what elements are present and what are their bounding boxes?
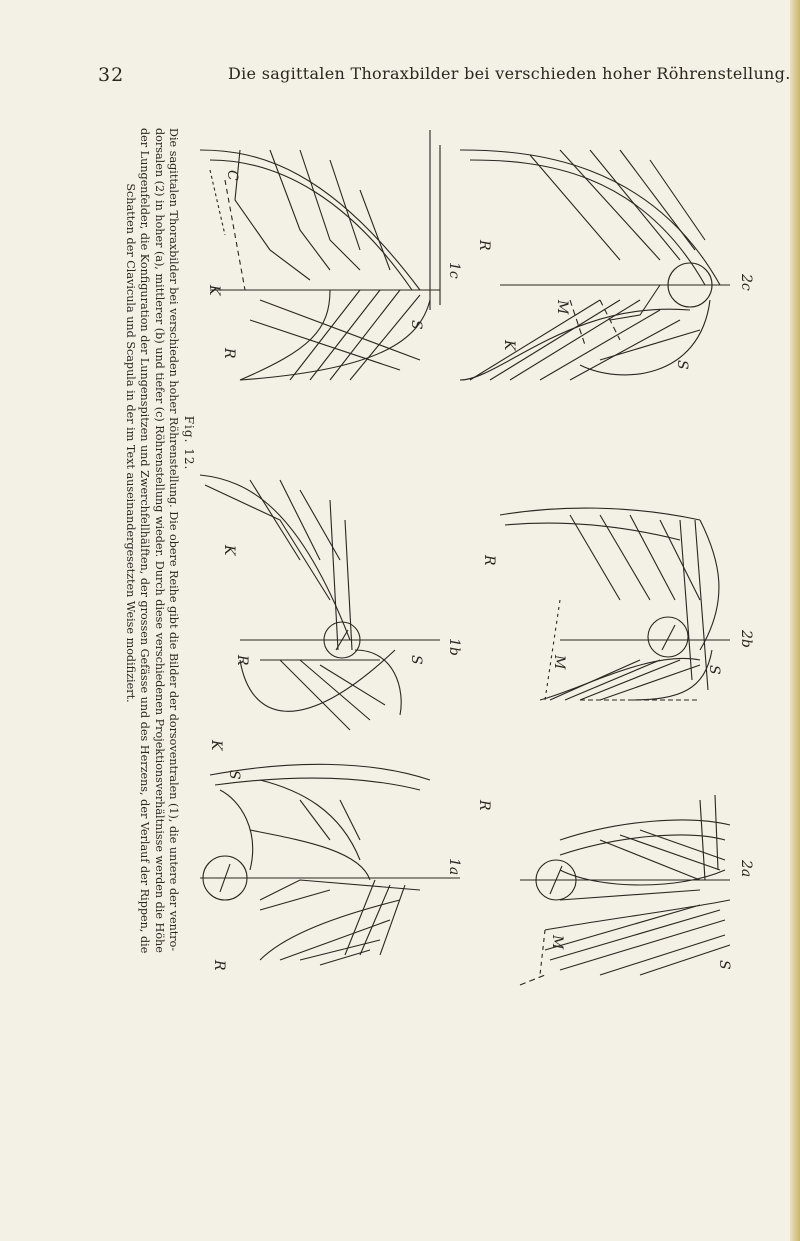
letter-k: K — [208, 740, 224, 751]
caption-line-3: der Lungenfelder, die Konfiguration der Lungenspitzen und Zwerchfellhälften, der grossen Gefässe und des Herzens, der Verlauf der Rippen, die — [138, 128, 152, 954]
letter-s: S — [716, 960, 732, 970]
panel-1b — [200, 475, 440, 730]
letter-s: S — [226, 770, 242, 780]
letter-r: R — [211, 960, 227, 971]
caption-line-2: dorsalen (2) in hoher (a), mittlerer (b) und tiefer (c) Röhrenstellung wieder. Durch diese verschiedenen Projektionsverhältnisse werden die Höhe — [153, 128, 166, 953]
panel-2c — [460, 150, 730, 380]
running-title: Die sagittalen Thoraxbilder bei verschieden hoher Röhrenstellung. — [228, 64, 791, 83]
letter-c: C — [224, 170, 240, 181]
panel-2b — [500, 508, 730, 700]
panel-label-2a: 2a — [738, 860, 754, 878]
figure-label: Fig. 12. — [182, 415, 196, 471]
letter-k: K — [206, 285, 222, 296]
letter-r: R — [476, 240, 492, 251]
panel-1c — [200, 130, 440, 380]
letter-m: M — [554, 300, 570, 315]
page-number: 32 — [98, 64, 125, 86]
letter-r: R — [234, 655, 250, 666]
panel-label-1b: 1b — [446, 638, 462, 656]
letter-r: R — [481, 555, 497, 566]
letter-m: M — [549, 935, 565, 950]
letter-r: R — [476, 800, 492, 811]
letter-m: M — [551, 655, 567, 670]
letter-s: S — [408, 320, 424, 330]
caption-line-1: Die sagittalen Thoraxbilder bei verschieden hoher Röhrenstellung. Die obere Reihe gibt die Bilder der dorsoventralen (1), die untere der ventro- — [167, 128, 181, 952]
panel-label-2b: 2b — [738, 630, 754, 648]
letter-k: K — [221, 545, 237, 556]
panel-label-1c: 1c — [446, 262, 462, 279]
panel-label-1a: 1a — [446, 858, 462, 876]
panel-2a — [520, 795, 730, 985]
panel-identifier-labels — [446, 262, 754, 877]
letter-r: R — [221, 348, 237, 359]
letter-k: K — [501, 340, 517, 351]
caption-line-4: Schatten der Clavicula und Scapula in der im Text auseinandergesetzten Weise modifiziert. — [124, 183, 137, 703]
letter-s: S — [408, 655, 424, 665]
letter-s: S — [674, 360, 690, 370]
letter-s: S — [706, 665, 722, 675]
panel-label-2c: 2c — [738, 274, 754, 291]
panel-1a — [200, 764, 460, 965]
